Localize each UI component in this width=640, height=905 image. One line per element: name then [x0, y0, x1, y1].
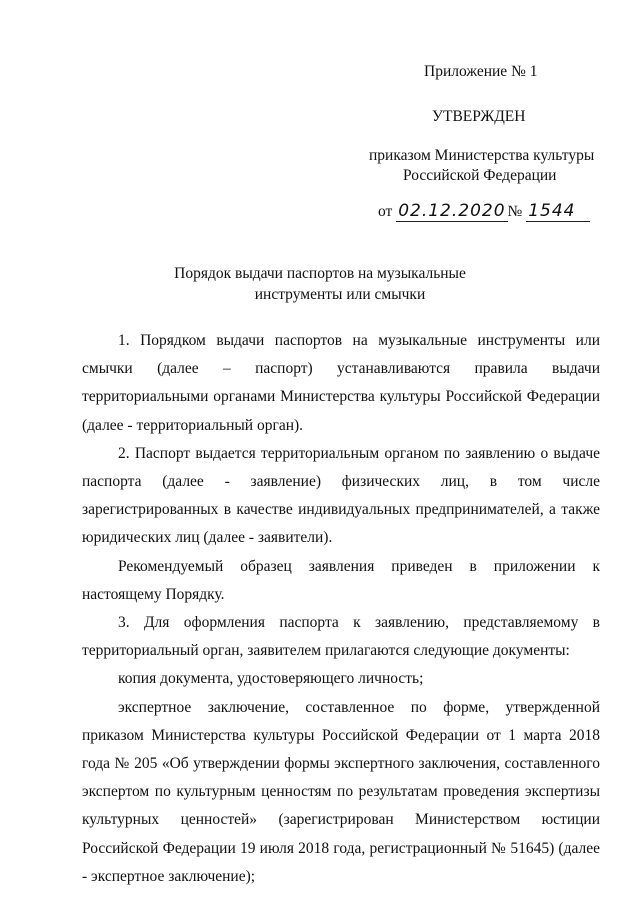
- paragraph-6: экспертное заключение, составленное по форме, утвержденной приказом Министерства культуры Российской Федерации от 1 марта 2018 года № 205 «Об утверждении формы экспертного заключения, составленного экспертом по культурным ценностям по результатам проведения экспертизы культурных ценностей» (зарегистрирован Министерством юстиции Российской Федерации 19 июля 2018 года, регистрационный № 51645) (далее - экспертное заключение);: [82, 698, 600, 885]
- title-line-1: Порядок выдачи паспортов на музыкальные: [174, 265, 466, 282]
- document-title: [0, 263, 640, 305]
- paragraph-1: 1. Порядком выдачи паспортов на музыкальные инструменты или смычки (далее – паспорт) устанавливаются правила выдачи территориальными органами Министерства культуры Российской Федерации (далее - территориальный орган).: [82, 332, 600, 434]
- order-line-2: Российской Федерации: [403, 167, 557, 184]
- paragraph-4: 3. Для оформления паспорта к заявлению, представляемому в территориальный орган, заявителем прилагаются следующие документы:: [82, 614, 600, 660]
- paragraph-2: 2. Паспорт выдается территориальным органом по заявлению о выдаче паспорта (далее - заявление) физических лиц, в том числе зарегистрированных в качестве индивидуальных предпринимателей, а также юридических лиц (далее - заявители).: [82, 444, 600, 547]
- paragraph-5: копия документа, удостоверяющего личность;: [118, 670, 424, 688]
- paragraph-3: Рекомендуемый образец заявления приведен в приложении к настоящему Порядку.: [82, 557, 600, 603]
- order-date-number: [378, 201, 590, 222]
- date-prefix: от: [378, 203, 393, 220]
- title-line-2: инструменты или смычки: [254, 286, 426, 303]
- document-body: [82, 327, 600, 891]
- appendix-label: Приложение № 1: [424, 63, 538, 80]
- handwritten-order-number: 1544: [526, 201, 590, 222]
- approved-stamp-text: УТВЕРЖДЕН: [432, 108, 526, 125]
- handwritten-date: 02.12.2020: [398, 201, 506, 221]
- number-label: №: [507, 203, 523, 220]
- order-line-1: приказом Министерства культуры: [369, 147, 595, 164]
